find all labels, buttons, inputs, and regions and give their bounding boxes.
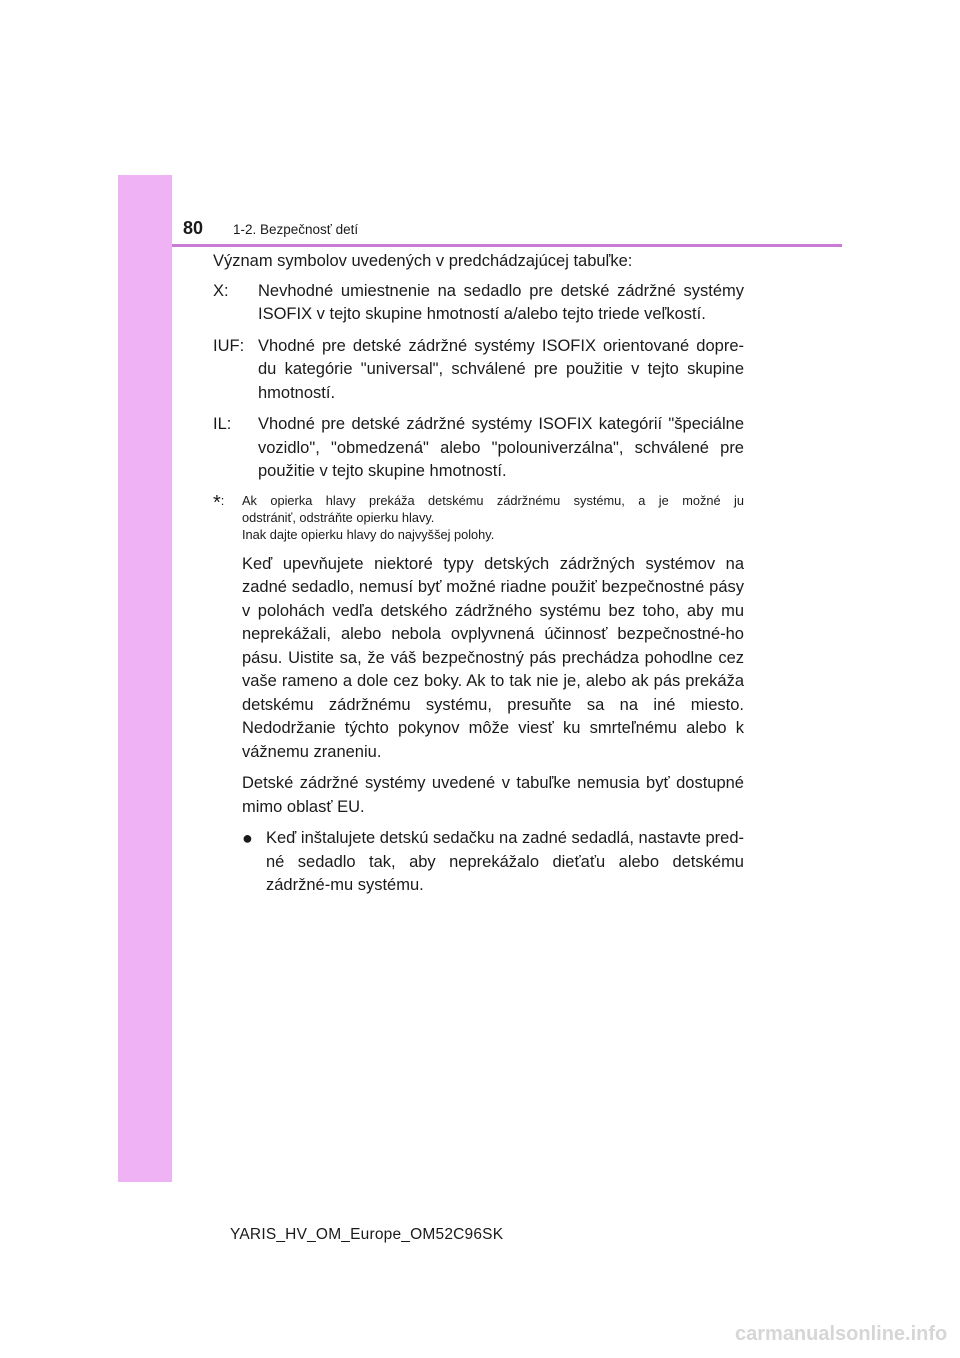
definition-text: Vhodné pre detské zádržné systémy ISOFIX orientované dopre-du kategórie "universal", schválené pre použitie v tejto skupine hmotností.: [258, 336, 744, 402]
footnote-line: Ak opierka hlavy prekáža detskému zádržnému systému, a je možné ju: [242, 492, 744, 508]
availability-note: Detské zádržné systémy uvedené v tabuľke nemusia byť dostupné mimo oblasť EU.: [242, 774, 744, 816]
definition-term: IL:: [213, 415, 232, 433]
definition-term: IUF:: [213, 336, 245, 355]
bullet-text: Keď inštalujete detskú sedačku na zadné sedadlá, nastavte pred-né sedadlo tak, aby neprekážalo dieťaťu alebo detskému zádržné-mu systému.: [266, 829, 744, 894]
definition-il: [213, 413, 744, 484]
page-number: 80: [183, 218, 204, 238]
page-content: [213, 250, 744, 898]
footnote-colon: :: [220, 492, 225, 508]
footnote-line: odstrániť, odstráňte opierku hlavy.: [242, 509, 435, 525]
footnote-marker: [213, 492, 242, 543]
bullet-item: [242, 827, 744, 898]
bullet-dot-icon: ●: [242, 828, 253, 848]
chapter-side-tab: [118, 175, 172, 1182]
definition-term: X:: [213, 281, 229, 300]
seatbelt-warning-paragraph: Keď upevňujete niektoré typy detských zádržných systémov na zadné sedadlo, nemusí byť možné riadne použiť bezpečnostné pásy v polohách vedľa detského zádržného systému bez toho, aby mu neprekážali, alebo nebola ovplyvnená účinnosť bezpečnostné-ho pásu. Uistite sa, že váš bezpečnostný pás prechádza pohodlne cez vaše rameno a dole cez boky. Ak to tak nie je, alebo ak pás prekáža detskému zádržnému systému, presuňte sa na iné miesto. Nedodržanie týchto pokynov môže viesť ku smrteľnému alebo k vážnemu zraneniu.: [242, 554, 744, 761]
footnote-line: Inak dajte opierku hlavy do najvyššej polohy.: [242, 526, 495, 542]
watermark-logo: carmanualsonline.info: [735, 1323, 948, 1345]
definition-text: Nevhodné umiestnenie na sedadlo pre detské zádržné systémy ISOFIX v tejto skupine hmotností a/alebo tejto triede veľkostí.: [258, 281, 744, 323]
headrest-footnote: [213, 492, 744, 543]
definition-text: Vhodné pre detské zádržné systémy ISOFIX kategórií "špeciálne vozidlo", "obmedzená" alebo "polouniverzálna", schválené pre použitie v tejto skupine hmotností.: [258, 415, 744, 480]
definition-iuf: [213, 335, 744, 406]
definition-x: [213, 280, 744, 327]
footnote-text: [242, 492, 744, 543]
header-divider: [172, 244, 842, 247]
symbols-intro: Význam symbolov uvedených v predchádzajúcej tabuľke:: [213, 252, 633, 270]
section-title: 1-2. Bezpečnosť detí: [233, 222, 359, 237]
asterisk-icon: *: [213, 491, 221, 514]
document-code: YARIS_HV_OM_Europe_OM52C96SK: [230, 1226, 504, 1243]
